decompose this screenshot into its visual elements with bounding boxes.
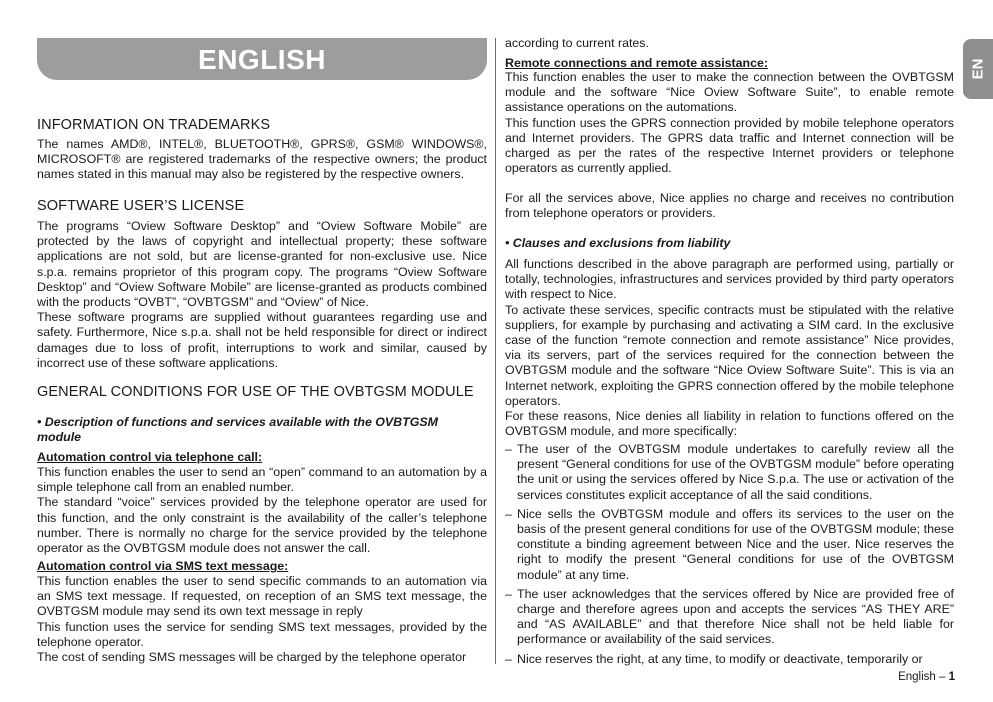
- license-paragraph-2: These software programs are supplied without guarantees regarding use and safety. Furthermore, Nice s.p.a. shall not be held responsible for direct or indirect damages due to loss of profit, interruptions to work and similar, caused by incorrect use of these software applications.: [37, 310, 487, 370]
- services-paragraph: For all the services above, Nice applies no charge and receives no contribution from telephone operators or providers.: [505, 191, 954, 221]
- clauses-paragraph-3: For these reasons, Nice denies all liability in relation to functions offered on the OVBTGSM module, and more specifically:: [505, 409, 954, 439]
- clauses-text: [505, 257, 954, 439]
- language-side-tab: [963, 39, 993, 99]
- footer-label: English –: [898, 671, 946, 683]
- side-tab-label: EN: [969, 58, 987, 80]
- clauses-subheading: • Clauses and exclusions from liability: [505, 236, 731, 250]
- call-paragraph-2: The standard “voice” services provided by the telephone operator are used for this function, and the only constraint is the availability of the caller’s telephone number. There is normally no charge for the service provided by the telephone operator as the OVBTGSM module does not answer the call.: [37, 495, 487, 556]
- conditions-heading: GENERAL CONDITIONS FOR USE OF THE OVBTGSM MODULE: [37, 384, 474, 400]
- clauses-paragraph-2: To activate these services, specific contracts must be stipulated with the relative suppliers, for example by purchasing and activating a SIM card. In the exclusive case of the function “remote connection and remote assistance” Nice provides, via its servers, part of the services required for the connection between the OVBTGSM module and the software “Nice Oview Software Suite”. This is via an Internet network, exploiting the GPRS connection offered by the mobile telephone operators.: [505, 302, 954, 408]
- license-paragraph-1: The programs “Oview Software Desktop” and “Oview Software Mobile” are protected by the laws of copyright and intellectual property; these software applications are not sold, but are license-granted for non-exclusive use. Nice s.p.a. remains proprietor of this program copy. The programs “Oview Software Desktop” and “Oview Software Mobile” are license-granted as products combined with the products “OVBT”, “OVBTGSM” and “Oview” of Nice.: [37, 219, 487, 310]
- list-item: – The user acknowledges that the services offered by Nice are provided free of charge and therefore agrees upon and accepts the services “AS THEY ARE” and “AS AVAILABLE” and that therefore Nice shall not be held liable for performance or availability of the said services.: [505, 587, 954, 648]
- functions-subheading: • Description of functions and services available with the OVBTGSM module: [37, 415, 438, 445]
- list-item: – Nice reserves the right, at any time, to modify or deactivate, temporarily or: [505, 652, 954, 667]
- language-banner: ENGLISH: [37, 38, 487, 80]
- sms-paragraph-3: The cost of sending SMS messages will be charged by the telephone operator: [37, 650, 467, 665]
- remote-paragraph-1: This function enables the user to make the connection between the OVBTGSM module and the software “Nice Oview Software Suite”, to enable remote assistance operations on the automations.: [505, 70, 954, 115]
- trademarks-paragraph: The names AMD®, INTEL®, BLUETOOTH®, GPRS®, GSM® WINDOWS®, MICROSOFT® are registered trademarks of the respective owners; the product names stated in this manual may also be registered by the respective owners.: [37, 137, 487, 182]
- call-paragraph-1: This function enables the user to send an “open” command to an automation by a simple telephone call from an enabled number.: [37, 465, 487, 495]
- continued-text: [505, 36, 954, 51]
- sms-paragraph-2: This function uses the service for sending SMS text messages, provided by the telephone operator.: [37, 619, 487, 649]
- remote-text: [505, 70, 954, 176]
- trademarks-text: [37, 137, 487, 183]
- license-text: [37, 219, 487, 371]
- services-text: [505, 191, 954, 221]
- column-divider: [495, 38, 496, 664]
- liability-list: [505, 442, 954, 671]
- license-heading: SOFTWARE USER’S LICENSE: [37, 198, 245, 214]
- sms-paragraph-1: This function enables the user to send specific commands to an automation via an SMS text message. If requested, on reception of an SMS text message, the OVBTGSM module may send its own text message in reply: [37, 574, 487, 619]
- page-number: 1: [948, 671, 955, 683]
- page-footer: [898, 671, 955, 683]
- telephone-call-text: [37, 465, 487, 556]
- list-item: – Nice sells the OVBTGSM module and offers its services to the user on the basis of the present general conditions for use of the OVBTGSM module; these constitute a binding agreement between Nice and the user. Nice reserves the right to modify the present “General conditions for use of the OVBTGSM module” at any time.: [505, 507, 954, 583]
- clauses-paragraph-1: All functions described in the above paragraph are performed using, partially or totally, technologies, infrastructures and services provided by third party operators with respect to Nice.: [505, 257, 954, 302]
- sms-title: Automation control via SMS text message:: [37, 559, 289, 573]
- sms-text: [37, 574, 487, 665]
- list-item: – The user of the OVBTGSM module undertakes to carefully review all the present “General conditions for use of the OVBTGSM module” before operating the unit or using the services offered by Nice S.p.a. The use or activation of the services constitutes explicit acceptance of all the said conditions.: [505, 442, 954, 503]
- continued-paragraph: according to current rates.: [505, 36, 649, 50]
- remote-paragraph-2: This function uses the GPRS connection provided by mobile telephone operators and Internet providers. The GPRS data traffic and Internet connection will be charged as per the rates of the respective Internet providers or telephone operators as currently applied.: [505, 115, 954, 176]
- remote-title: Remote connections and remote assistance:: [505, 56, 769, 70]
- trademarks-heading: INFORMATION ON TRADEMARKS: [37, 117, 271, 133]
- telephone-call-title: Automation control via telephone call:: [37, 450, 263, 464]
